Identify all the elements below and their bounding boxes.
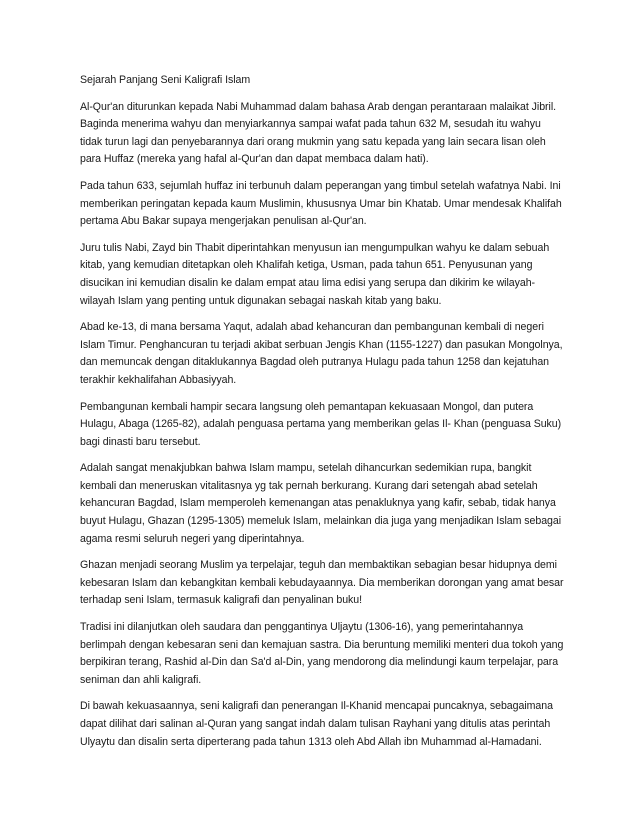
document-body xyxy=(80,72,564,760)
paragraph: Abad ke-13, di mana bersama Yaqut, adalah abad kehancuran dan pembangunan kembali di negeri Islam Timur. Penghancuran tu terjadi akibat serbuan Jengis Khan (1155-1227) dan pasukan Mongolnya, dan memuncak dengan ditaklukannya Bagdad oleh putranya Hulagu pada tahun 1258 dan kejatuhan terakhir kekhalifahan Abbasiyyah. xyxy=(80,321,563,386)
paragraph: Al-Qur'an diturunkan kepada Nabi Muhammad dalam bahasa Arab dengan perantaraan malaikat Jibril. Baginda menerima wahyu dan menyiarkannya sampai wafat pada tahun 632 M, sesudah itu wahyu tidak turun lagi dan penyebarannya dari orang mukmin yang satu kepada yang lain secara lisan oleh para Huffaz (mereka yang hafal al-Qur'an dan dapat membaca dalam hati). xyxy=(80,100,557,166)
paragraph: Adalah sangat menakjubkan bahwa Islam mampu, setelah dihancurkan sedemikian rupa, bangkit kembali dan meneruskan vitalitasnya yg tak pernah berkurang. Kurang dari setengah abad setelah kehancuran Bagdad, Islam memperoleh kemenangan atas penakluknya yang kafir, sebab, tidak hanya buyut Hulagu, Ghazan (1295-1305) memeluk Islam, melainkan dia juga yang menjadikan Islam sebagai agama resmi seluruh negeri yang diperintahnya. xyxy=(80,462,562,545)
paragraph: Juru tulis Nabi, Zayd bin Thabit diperintahkan menyusun ian mengumpulkan wahyu ke dalam sebuah kitab, yang kemudian ditetapkan oleh Khalifah ketiga, Usman, pada tahun 651. Penyusunan yang disucikan ini kemudian disalin ke dalam empat atau lima edisi yang serupa dan dikirim ke wilayah-wilayah Islam yang penting untuk digunakan sebagai naskah kitab yang baku. xyxy=(80,241,550,307)
paragraph: Di bawah kekuasaannya, seni kaligrafi dan penerangan Il-Khanid mencapai puncaknya, sebagaimana dapat dilihat dari salinan al-Quran yang sangat indah dalam tulisan Rayhani yang ditulis atas perintah Ulyaytu dan disalin serta diperterang pada tahun 1313 oleh Abd Allah ibn Muhammad al-Hamadani. xyxy=(80,700,553,748)
paragraph: Tradisi ini dilanjutkan oleh saudara dan penggantinya Uljaytu (1306-16), yang pemerintahannya berlimpah dengan kebesaran seni dan kemajuan sastra. Dia beruntung memiliki menteri dua tokoh yang berpikiran terang, Rashid al-Din dan Sa'd al-Din, yang mendorong dia melindungi kaum terpelajar, para seniman dan ahli kaligrafi. xyxy=(80,621,564,686)
document-title: Sejarah Panjang Seni Kaligrafi Islam xyxy=(80,74,251,86)
paragraph: Pembangunan kembali hampir secara langsung oleh pemantapan kekuasaan Mongol, dan putera Hulagu, Abaga (1265-82), adalah penguasa pertama yang memberikan gelas Il- Khan (penguasa Suku) bagi dinasti baru tersebut. xyxy=(80,400,562,448)
paragraph: Ghazan menjadi seorang Muslim ya terpelajar, teguh dan membaktikan sebagian besar hidupnya demi kebesaran Islam dan kebangkitan kembali kebudayaannya. Dia memberikan dorongan yang amat besar terhadap seni Islam, termasuk kaligrafi dan penyalinan buku! xyxy=(80,559,564,607)
paragraph: Pada tahun 633, sejumlah huffaz ini terbunuh dalam peperangan yang timbul setelah wafatnya Nabi. Ini memberikan peringatan kepada kaum Muslimin, khususnya Umar bin Khatab. Umar mendesak Khalifah pertama Abu Bakar supaya mengerjakan penulisan al-Qur'an. xyxy=(80,179,562,228)
